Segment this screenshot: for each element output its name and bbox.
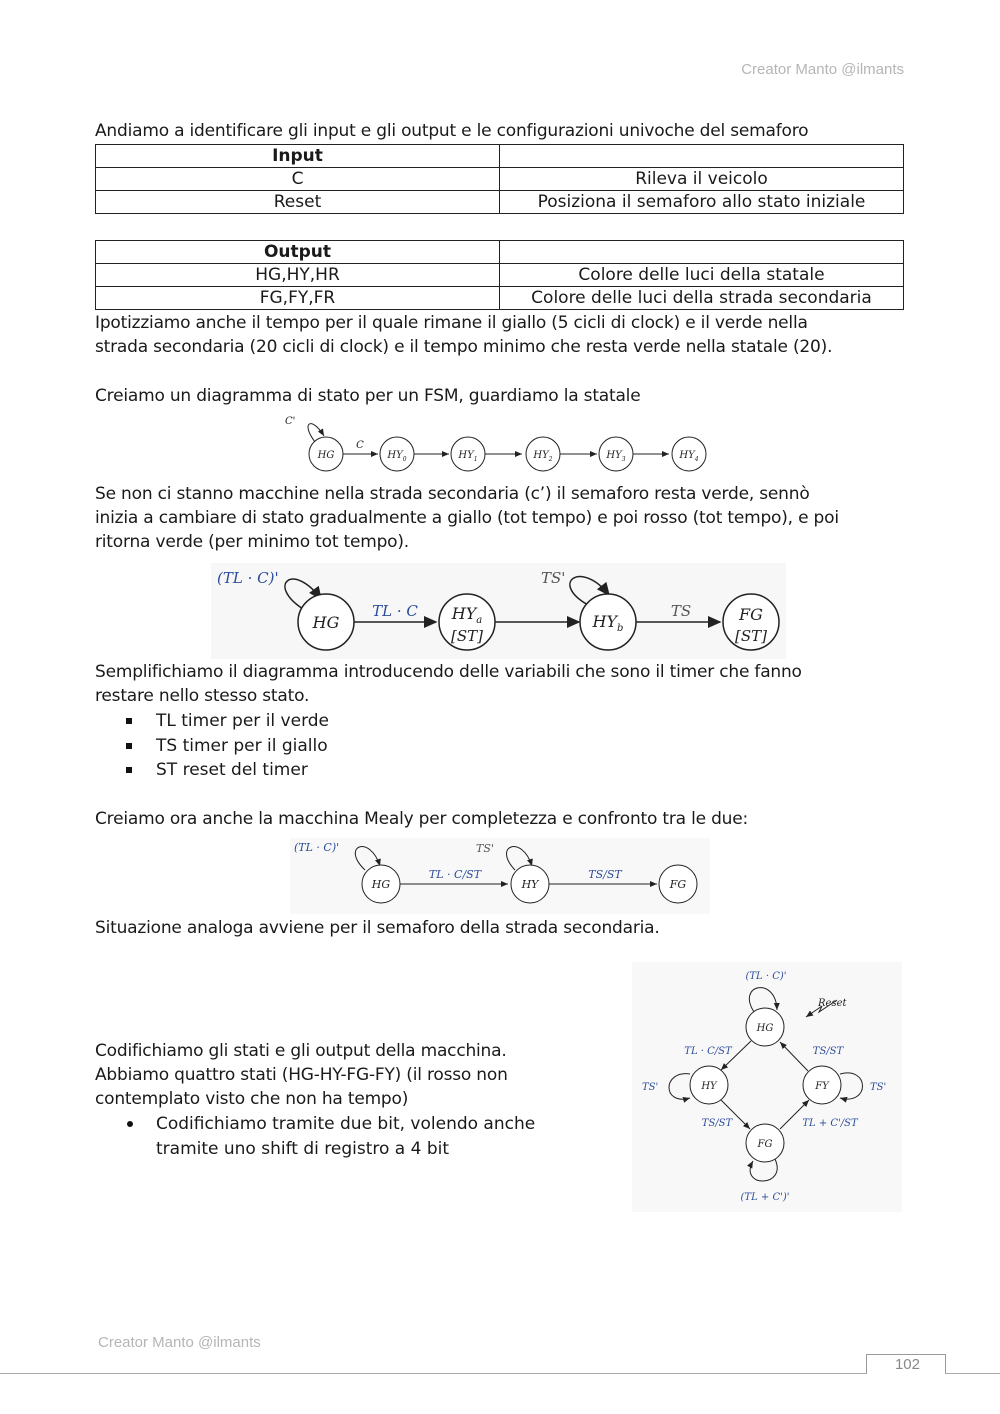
list-item: ST reset del timer (95, 758, 329, 783)
page-number: 102 (866, 1354, 946, 1374)
mealy-paragraph: Creiamo ora anche la macchina Mealy per completezza e confronto tra le due: (95, 809, 749, 829)
fig1-state-hg (309, 437, 343, 471)
svg-text:FG: FG (757, 1139, 773, 1150)
fig4-loop-fg-label: (TL + C')' (740, 1192, 790, 1203)
table-row (96, 168, 904, 191)
fig3-edge1-label: TL · C/ST (428, 868, 482, 881)
table-header-cell (500, 241, 904, 264)
svg-text:HY0: $HY_0$ (387, 450, 407, 463)
fig4-loop-hy-label: TS' (642, 1082, 659, 1093)
text-line: strada secondaria (20 cicli di clock) e il tempo minimo che resta verde nella statale (20). (95, 337, 833, 357)
list-item: Codifichiamo tramite due bit, volendo anche tramite uno shift di registro a 4 bit (95, 1112, 575, 1161)
fig3-edge2-label: TS/ST (588, 868, 622, 881)
svg-text:HG: HG (312, 613, 340, 632)
fig1-state-hy1 (451, 437, 485, 471)
fig4-state-fy (803, 1066, 841, 1104)
fig4-edge-hy-fg-label: TS/ST (701, 1118, 733, 1129)
text-line: restare nello stesso stato. (95, 686, 310, 706)
fig3-state-hg (362, 865, 400, 903)
text-line: Codifichiamo gli stati e gli output della macchina. (95, 1041, 507, 1061)
fig3-loop-hg-label: (TL · C)' (294, 841, 340, 854)
fig2-edge1-label: TL · C (372, 602, 418, 620)
table-row (96, 287, 904, 310)
table-cell: Reset (96, 191, 500, 214)
svg-text:[ST]: [ST] (451, 627, 483, 645)
text-line: Abbiamo quattro stati (HG-HY-FG-FY) (il rosso non (95, 1065, 508, 1085)
text-line: Semplifichiamo il diagramma introducendo delle variabili che sono il timer che fanno (95, 662, 802, 682)
svg-text:HYa: $HY_a$ (451, 604, 483, 626)
fig2-state-hya (439, 594, 495, 650)
moore-chain-diagram (282, 410, 722, 480)
fig1-loop-label: C' (285, 416, 296, 427)
svg-text:[ST]: [ST] (735, 627, 767, 645)
svg-text:HYb: $HY_b$ (592, 612, 624, 634)
fig1-edge-label: C (356, 440, 364, 451)
svg-text:HY3: $HY_3$ (606, 450, 626, 463)
fig4-state-hg (746, 1008, 784, 1046)
svg-text:HY2: $HY_2$ (533, 450, 553, 463)
table-row (96, 264, 904, 287)
list-item: TS timer per il giallo (95, 734, 329, 759)
behavior-paragraph (95, 482, 839, 554)
page-header-creator: Creator Manto @ilmants (741, 61, 904, 78)
fig3-loop-hy-label: TS' (476, 842, 494, 855)
fig2-loop-hg-label: (TL · C)' (217, 569, 279, 587)
fig1-state-hy2 (526, 437, 560, 471)
table-cell: C (96, 168, 500, 191)
svg-text:FY: FY (815, 1081, 829, 1092)
fig2-edge2-label: TS (670, 602, 692, 620)
svg-text:FG: FG (669, 878, 687, 891)
fig4-edge-hg-hy-label: TL · C/ST (684, 1046, 732, 1057)
svg-text:HG: HG (317, 450, 335, 461)
svg-text:FG: FG (739, 605, 763, 624)
output-table (95, 240, 904, 310)
text-line: ritorna verde (per minimo tot tempo). (95, 532, 409, 552)
fig4-edge-fg-fy-label: TL + C'/ST (802, 1118, 858, 1129)
table-header-cell: Output (96, 241, 500, 264)
fig4-reset-label: Reset (818, 998, 847, 1009)
table-row (96, 191, 904, 214)
fig4-edge-fy-hg-label: TS/ST (812, 1046, 844, 1057)
fig2-state-hyb (580, 594, 636, 650)
fig2-loop-hyb-label: TS' (541, 569, 566, 587)
fig3-state-fg (659, 865, 697, 903)
table-cell: HG,HY,HR (96, 264, 500, 287)
fig2-state-fg (723, 594, 779, 650)
analog-paragraph: Situazione analoga avviene per il semaforo della strada secondaria. (95, 918, 660, 938)
text-line: contemplato visto che non ha tempo) (95, 1089, 409, 1109)
table-cell: Rileva il veicolo (500, 168, 904, 191)
fig4-state-hy (690, 1066, 728, 1104)
text-line: Ipotizziamo anche il tempo per il quale rimane il giallo (5 cicli di clock) e il verde nella (95, 313, 808, 333)
table-cell: Colore delle luci della strada secondaria (500, 287, 904, 310)
list-item: TL timer per il verde (95, 709, 329, 734)
footer-creator: Creator Manto @ilmants (98, 1334, 261, 1351)
simplify-paragraph (95, 660, 802, 708)
moore-timer-diagram (211, 563, 786, 659)
encode-paragraph (95, 1039, 508, 1111)
svg-text:HY4: $HY_4$ (679, 450, 699, 463)
fig2-state-hg (298, 594, 354, 650)
encode-list (95, 1112, 575, 1161)
table-header-row (96, 145, 904, 168)
table-header-cell (500, 145, 904, 168)
text-line: Se non ci stanno macchine nella strada secondaria (c’) il semaforo resta verde, sennò (95, 484, 810, 504)
svg-text:HY: HY (701, 1081, 717, 1092)
table-cell: FG,FY,FR (96, 287, 500, 310)
table-cell: Colore delle luci della statale (500, 264, 904, 287)
fig4-loop-fy-label: TS' (870, 1082, 887, 1093)
timing-paragraph (95, 311, 832, 359)
timers-list (95, 709, 329, 783)
fig4-loop-hg-label: (TL · C)' (745, 971, 787, 982)
intro-text: Andiamo a identificare gli input e gli output e le configurazioni univoche del semaforo (95, 121, 809, 141)
state-diagram-paragraph: Creiamo un diagramma di stato per un FSM, guardiamo la statale (95, 386, 641, 406)
table-cell: Posiziona il semaforo allo stato iniziale (500, 191, 904, 214)
fig1-state-hy0 (380, 437, 414, 471)
svg-text:HY1: $HY_1$ (458, 450, 478, 463)
svg-text:HG: HG (756, 1023, 774, 1034)
full-fsm-diagram (632, 962, 902, 1212)
svg-text:HY: HY (521, 878, 539, 891)
mealy-diagram (290, 838, 710, 914)
fig1-state-hy4 (672, 437, 706, 471)
fig4-state-fg (746, 1124, 784, 1162)
table-header-cell: Input (96, 145, 500, 168)
footer-divider (0, 1373, 1000, 1374)
table-header-row (96, 241, 904, 264)
text-line: inizia a cambiare di stato gradualmente a giallo (tot tempo) e poi rosso (tot tempo), e poi (95, 508, 839, 528)
fig1-state-hy3 (599, 437, 633, 471)
input-table (95, 144, 904, 214)
svg-text:HG: HG (371, 878, 391, 891)
fig3-state-hy (511, 865, 549, 903)
